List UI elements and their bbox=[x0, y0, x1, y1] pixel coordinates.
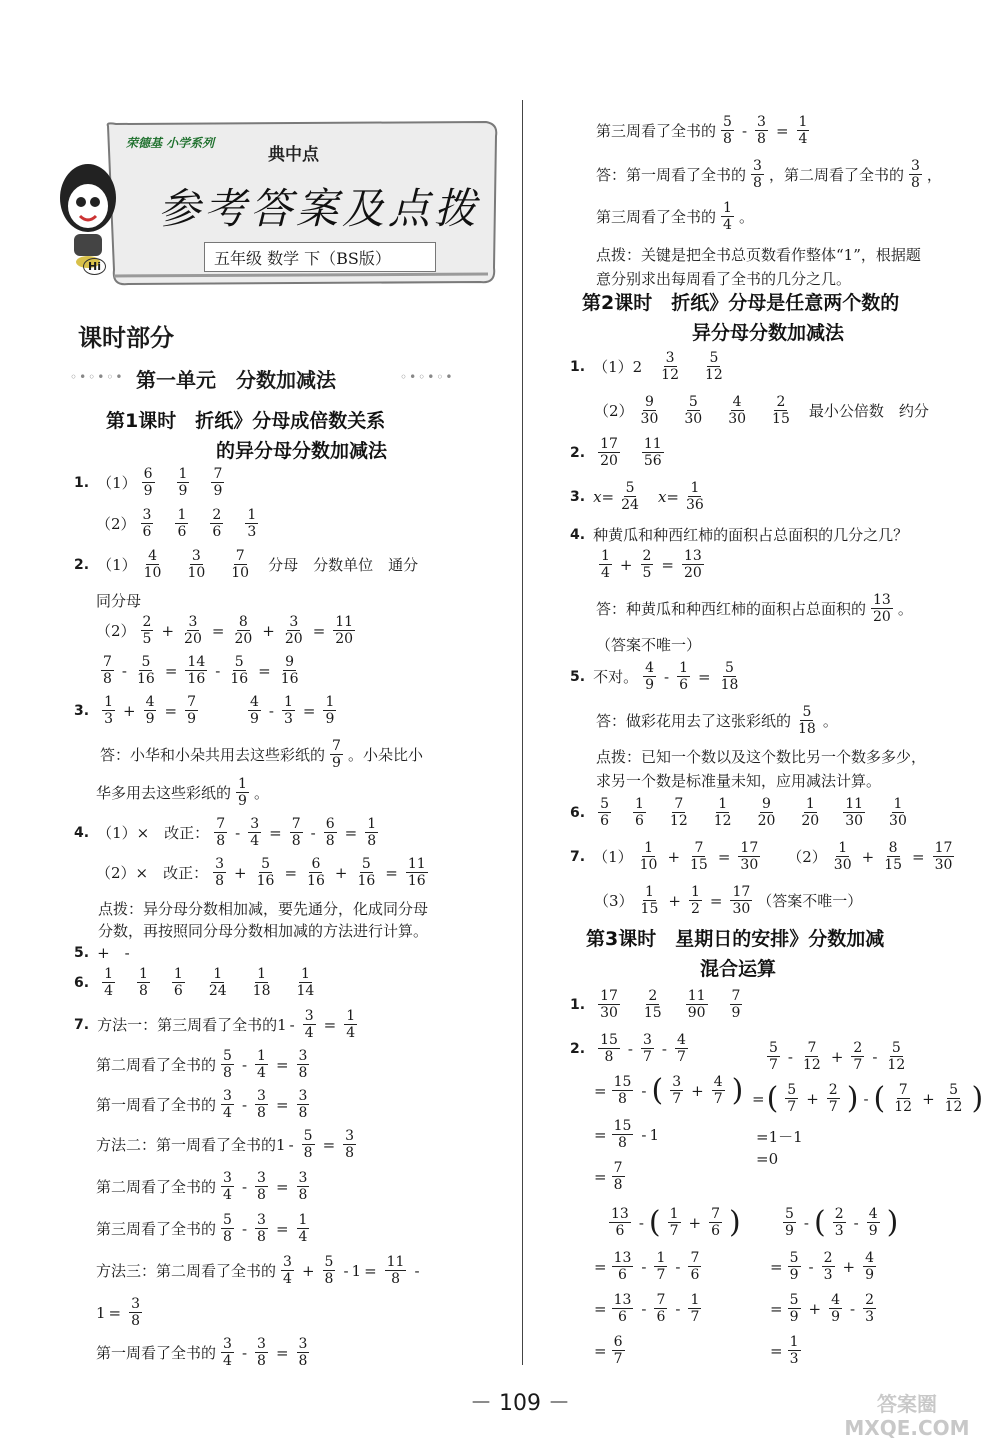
m1-a-text: 方法一：第三周看了全书的 bbox=[97, 1016, 278, 1035]
l2-q1-1: 1. （1）2 3 12 5 12 bbox=[570, 350, 723, 384]
l2-q2: 2. 17 20 11 56 bbox=[570, 436, 662, 470]
m1-b-text: 第二周看了全书的 bbox=[96, 1056, 217, 1075]
l3-q1: 1. 17 30 2 15 11 90 7 9 bbox=[570, 988, 741, 1022]
answer-banner bbox=[68, 118, 500, 288]
l2-q1-2: （2） 9 30 5 30 4 30 2 15 最小公倍数 约分 bbox=[594, 394, 929, 428]
r-ans-a: 答：第一周看了全书的 3 8 ，第二周看了全书的 3 8 ， bbox=[596, 158, 942, 192]
l1-q5: 5. + - bbox=[74, 944, 130, 962]
l1-q1-1: 1. （1） 6 9 1 9 7 9 bbox=[74, 466, 223, 500]
l2-q3: 3. x= $\frac{5}{24}$ x= $\frac{1}{36}$ bbox=[570, 480, 704, 514]
l2-q4-q-text: 种黄瓜和种西红柿的面积占总面积的几分之几？ bbox=[593, 526, 909, 544]
l3-q2-d4: = $\frac{1}{3}$ bbox=[770, 1334, 799, 1368]
l2-q7-3: （3） 1 15 + $\frac{1}{2}$ = $\frac{17}{30}$ （答案不唯一） bbox=[594, 884, 863, 918]
l1-q4-1-text: （1）× 改正： bbox=[97, 824, 210, 843]
l1-q7-m3-b: 1 = $\frac{3}{8}$ bbox=[96, 1296, 141, 1330]
column-divider bbox=[522, 100, 523, 1365]
series-logo: 荣德基 小学系列 bbox=[126, 136, 215, 150]
l1-q3-ans-b-text: 。小朵比小 bbox=[347, 746, 423, 765]
l2-tip-b: 求另一个数是标准量未知，应用减法计算。 bbox=[596, 772, 882, 790]
r-ans-c: 第三周看了全书的 1 4 。 bbox=[596, 200, 754, 234]
l1-q2-words: 分母 分数单位 通分 bbox=[268, 556, 419, 575]
l1-q2-1: 2. （1） 4 10 3 10 7 10 分母 分数单位 通分 bbox=[74, 548, 419, 582]
brand-logo: 典中点 bbox=[268, 145, 319, 165]
l1-q7-m1-c: 第一周看了全书的 3 4 - $\frac{3}{8}$ = $\frac{3}{8}$ bbox=[96, 1088, 308, 1122]
dotted-ornament-left: ◦•◦•◦• bbox=[70, 370, 125, 384]
l2-q4-ans: 答：种黄瓜和种西红柿的面积占总面积的 13 20 。 bbox=[596, 592, 913, 626]
l1-q7-m2-c: 第三周看了全书的 5 8 - $\frac{3}{8}$ = $\frac{1}{4}$ bbox=[96, 1212, 308, 1246]
l1-q4-2-text: （2）× 改正： bbox=[96, 864, 209, 883]
l3-q2-a4: = $\frac{7}{8}$ bbox=[594, 1160, 623, 1194]
l1-q5-text: + - bbox=[97, 944, 130, 962]
l2-q4-note: （答案不唯一） bbox=[596, 636, 702, 654]
l1-q3-ans-a-text: 答：小华和小朵共用去这些彩纸的 bbox=[100, 746, 326, 765]
l2-q7-1: 7. （1） 1 10 + $\frac{7}{15}$ = $\frac{17}{30}$ （2） 1 30 + $\frac{8}{15}$ = $\frac{17}{30}$ bbox=[570, 840, 953, 874]
l1-q7-m3-c: 第一周看了全书的 3 4 - $\frac{3}{8}$ = $\frac{3}{8}$ bbox=[96, 1336, 308, 1370]
r-ans-c-text: 第三周看了全书的 bbox=[596, 208, 717, 227]
r-top-a: 第三周看了全书的 5 8 - $\frac{3}{8}$ = $\frac{1}{4}$ bbox=[596, 114, 808, 148]
mascot-greeting: Hi bbox=[83, 258, 106, 275]
l2-q1-2-words: 最小公倍数 约分 bbox=[808, 402, 929, 421]
l2-q5: 5. 不对。 4 9 - $\frac{1}{6}$ = $\frac{5}{18}$ bbox=[570, 660, 739, 694]
l3-q2-a3: = $\frac{15}{8}$ - 1 bbox=[594, 1118, 660, 1152]
l1-q7-m1-b: 第二周看了全书的 5 8 - $\frac{1}{4}$ = $\frac{3}{8}$ bbox=[96, 1048, 308, 1082]
lesson2-title-b: 异分母分数加减法 bbox=[692, 322, 845, 344]
l3-q2-b1: 5 7 - 7 12 + $\frac{2}{7}$ - 5 12 bbox=[769, 1040, 906, 1074]
l1-q4-2: （2）× 改正： 3 8 + $\frac{5}{16}$ = $\frac{6}{16}$ + $\frac{5}{16}$ = $\frac{11}{16}$ bbox=[96, 856, 426, 890]
m2-b-text: 第二周看了全书的 bbox=[96, 1178, 217, 1197]
lesson3-title-b: 混合运算 bbox=[700, 958, 777, 980]
l3-q2-d1: 5 9 - ( 2 3 - 4 9 ) bbox=[785, 1204, 899, 1240]
lesson3-title-a: 第3课时 星期日的安排》分数加减 bbox=[586, 928, 885, 950]
lesson1-title-b: 的异分母分数加减法 bbox=[216, 440, 388, 462]
l1-q7-m3-a: 方法三：第二周看了全书的 3 4 + $\frac{5}{8}$ - 1 = $\frac{11}{8}$ - bbox=[96, 1254, 420, 1288]
banner-title: 参考答案及点拨 bbox=[158, 184, 481, 233]
m2-a-text: 方法二：第一周看了全书的 bbox=[96, 1136, 277, 1155]
r-top-a-text: 第三周看了全书的 bbox=[596, 122, 717, 141]
l2-q4-q: 4. 种黄瓜和种西红柿的面积占总面积的几分之几？ bbox=[570, 526, 909, 544]
l3-q2-d3: = $\frac{5}{9}$ + $\frac{4}{9}$ - 2 3 bbox=[770, 1292, 874, 1326]
l2-q7-note: （答案不唯一） bbox=[757, 892, 863, 911]
l1-q7-m2-b: 第二周看了全书的 3 4 - $\frac{3}{8}$ = $\frac{3}{8}$ bbox=[96, 1170, 308, 1204]
m3-c-text: 第一周看了全书的 bbox=[96, 1344, 217, 1363]
l3-q2-a1: 2. 15 8 - 3 7 - 4 7 bbox=[570, 1032, 686, 1066]
l2-tip-a: 点拨：已知一个数以及这个数比另一个数多多少， bbox=[596, 748, 927, 766]
dotted-ornament-right: ◦•◦•◦• bbox=[400, 370, 455, 384]
section-title: 课时部分 bbox=[78, 324, 174, 352]
l1-q3-ans-c-text: 华多用去这些彩纸的 bbox=[96, 784, 232, 803]
r-tip-a: 点拨：关键是把全书总页数看作整体“1”，根据题 bbox=[596, 246, 921, 264]
l3-q2-c3: = $\frac{13}{6}$ - 7 6 - 1 7 bbox=[594, 1292, 700, 1326]
l1-q3-1: 3. 1 3 + $\frac{4}{9}$ = $\frac{7}{9}$ 4 9 - $\frac{1}{3}$ = $\frac{1}{9}$ bbox=[74, 694, 335, 728]
m3-a-text: 方法三：第二周看了全书的 bbox=[96, 1262, 277, 1281]
unit-title: 第一单元 分数加减法 bbox=[136, 368, 336, 392]
r-ans-b-text: ，第二周看了全书的 bbox=[768, 166, 904, 185]
l2-q4-eq: 1 4 + $\frac{2}{5}$ = $\frac{13}{20}$ bbox=[601, 548, 702, 582]
lesson2-title-a: 第2课时 折纸》分母是任意两个数的 bbox=[582, 292, 900, 314]
l2-q5-text: 不对。 bbox=[593, 668, 639, 687]
l3-q2-c1: 13 6 - ( 1 7 + $\frac{7}{6}$ ) bbox=[611, 1204, 741, 1240]
watermark: 答案圈 MXQE.COM bbox=[844, 1392, 970, 1440]
l1-tip-a: 点拨：异分母分数相加减，要先通分，化成同分母 bbox=[98, 900, 429, 918]
l1-q3-ans-c: 华多用去这些彩纸的 1 9 。 bbox=[96, 776, 269, 810]
m1-c-text: 第一周看了全书的 bbox=[96, 1096, 217, 1115]
page-number: － 109 － bbox=[470, 1391, 570, 1416]
l1-q4-1: 4. （1）× 改正： 7 8 - $\frac{3}{4}$ = $\frac{7}{8}$ - $\frac{6}{8}$ = $\frac{1}{8}$ bbox=[74, 816, 377, 850]
subtitle: 五年级 数学 下（BS版） bbox=[214, 249, 391, 268]
l3-q2-c2: = $\frac{13}{6}$ - 1 7 - 7 6 bbox=[594, 1250, 700, 1284]
l3-q2-a2: = $\frac{15}{8}$ - ( 3 7 + $\frac{4}{7}$ ) bbox=[594, 1072, 744, 1108]
l1-q7-m1-a: 7. 方法一：第三周看了全书的 1 - $\frac{3}{4}$ = $\frac{1}{4}$ bbox=[74, 1008, 356, 1042]
l1-q2-cont: 同分母 bbox=[96, 592, 142, 610]
l2-q6: 6. 5 6 1 6 7 12 1 12 9 20 1 20 11 30 1 30 bbox=[570, 796, 907, 830]
l1-q7-m2-a: 方法二：第一周看了全书的 1 - $\frac{5}{8}$ = $\frac{3}{8}$ bbox=[96, 1128, 355, 1162]
l1-q1-2: （2） 3 6 1 6 2 6 1 3 bbox=[96, 507, 257, 541]
l1-q2-2: （2） 2 5 + $\frac{3}{20}$ = $\frac{8}{20}$ + $\frac{3}{20}$ = $\frac{11}{20}$ bbox=[96, 614, 354, 648]
l2-q4-ans-text: 答：种黄瓜和种西红柿的面积占总面积的 bbox=[596, 600, 867, 619]
l2-q5-ans: 答：做彩花用去了这张彩纸的 5 18 。 bbox=[596, 704, 838, 738]
l3-q2-b4: =0 bbox=[756, 1150, 779, 1168]
unit-title-row bbox=[70, 364, 510, 396]
l3-q2-d2: = $\frac{5}{9}$ - 2 3 + $\frac{4}{9}$ bbox=[770, 1250, 874, 1284]
r-tip-b: 意分别求出每周看了全书的几分之几。 bbox=[596, 270, 852, 288]
r-ans-a-text: 答：第一周看了全书的 bbox=[596, 166, 747, 185]
lesson1-title-a: 第1课时 折纸》分母成倍数关系 bbox=[106, 410, 386, 432]
l3-q2-b2: = ( 5 7 + $\frac{2}{7}$ ) - ( 7 12 + $\frac{5}{12}$ ) bbox=[752, 1080, 984, 1116]
l3-q2-b3: =1－1 bbox=[756, 1128, 803, 1146]
l1-q2-3: 7 8 - $\frac{5}{16}$ = $\frac{14}{16}$ - $\frac{5}{16}$ = $\frac{9}{16}$ bbox=[103, 654, 299, 688]
m2-c-text: 第三周看了全书的 bbox=[96, 1220, 217, 1239]
l1-q6: 6. 1 4 1 8 1 6 1 24 1 18 1 14 bbox=[74, 966, 315, 1000]
l3-q2-c4: = $\frac{6}{7}$ bbox=[594, 1334, 623, 1368]
l1-q3-ans-a: 答：小华和小朵共用去这些彩纸的 7 9 。小朵比小 bbox=[100, 738, 423, 772]
mascot-illustration bbox=[48, 156, 128, 276]
l1-tip-b: 分数，再按照同分母分数相加减的方法进行计算。 bbox=[98, 922, 429, 940]
l2-q5-ans-text: 答：做彩花用去了这张彩纸的 bbox=[596, 712, 792, 731]
